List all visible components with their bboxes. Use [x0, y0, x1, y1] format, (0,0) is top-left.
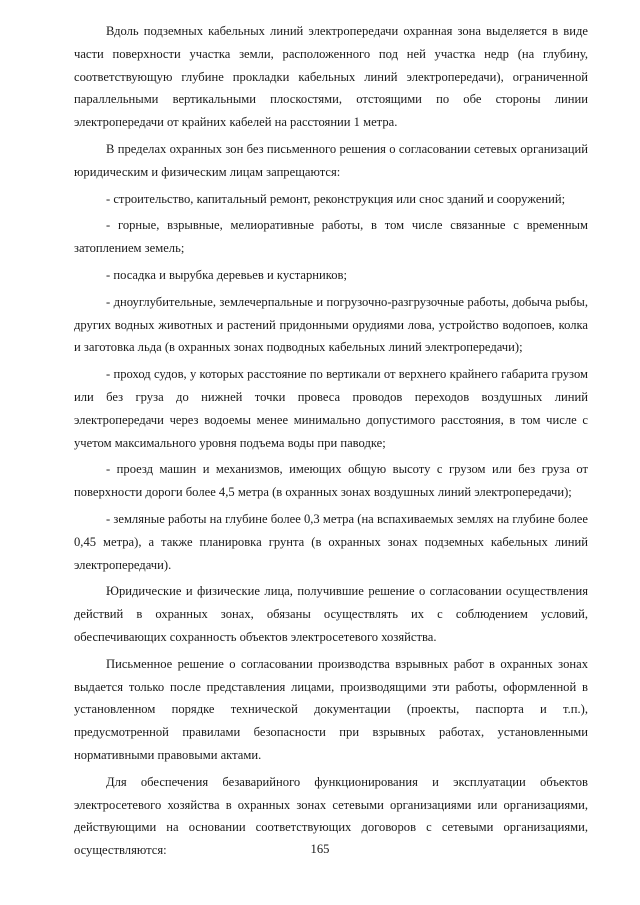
paragraph-prohibitions-intro: В пределах охранных зон без письменного решения о согласовании сетевых организаций юридическим и физическим лицам запрещаются: — [74, 141, 588, 179]
list-item-mining-works: - горные, взрывные, мелиоративные работы, в том числе связанные с временным затоплением земель; — [74, 218, 588, 256]
paragraph-permit-holders: Юридические и физические лица, получившие решение о согласовании осуществления действий в охранных зонах, обязаны осуществлять их с соблюдением условий, обеспечивающих сохранность объектов электросетевого хозяйства. — [74, 584, 588, 644]
page-number: 165 — [310, 842, 330, 856]
list-item-ship-passage: - проход судов, у которых расстояние по вертикали от верхнего крайнего габарита грузом или без груза до нижней точки провеса проводов переходов воздушных линий электропередачи через водоемы менее минимально допустимого расстояния, в том числе с учетом максимального уровня подъема воды при паводке; — [74, 367, 588, 450]
list-item-construction: - строительство, капитальный ремонт, реконструкция или снос зданий и сооружений; — [106, 191, 566, 206]
list-item-earthworks: - земляные работы на глубине более 0,3 метра (на вспахиваемых землях на глубине более 0,45 метра), а также планировка грунта (в охранных зонах подземных кабельных линий электропередачи). — [74, 511, 588, 572]
list-item-dredging: - дноуглубительные, землечерпальные и погрузочно-разгрузочные работы, добыча рыбы, других водных животных и растений придонными орудиями лова, устройство водопоев, колка и заготовка льда (в охранных зонах подводных кабельных линий электропередачи); — [74, 294, 588, 355]
paragraph-underground-cable-zone: Вдоль подземных кабельных линий электропередачи охранная зона выделяется в виде части поверхности участка земли, расположенного под ней участка недр (на глубину, соответствующую глубине прокладки кабельных линий электропередачи), ограниченной параллельными вертикальными плоскостями, отстоящими по обе стороны линии электропередачи от крайних кабелей на расстоянии 1 метра. — [74, 24, 588, 130]
list-item-vehicle-passage: - проезд машин и механизмов, имеющих общую высоту с грузом или без груза от поверхности дороги более 4,5 метра (в охранных зонах воздушных линий электропередачи); — [74, 462, 588, 500]
paragraph-blasting-permit: Письменное решение о согласовании производства взрывных работ в охранных зонах выдается только после представления лицами, производящими эти работы, оформленной в установленном порядке технической документации (проекты, паспорта и т.п.), предусмотренной правилами безопасности при взрывных работах, установленными нормативными правовыми актами. — [74, 656, 588, 762]
paragraph-maintenance-duties: Для обеспечения безаварийного функционирования и эксплуатации объектов электросетевого хозяйства в охранных зонах сетевыми организациями или организациями, действующими на основании соответствующих договоров с сетевыми организациями, осуществляются: — [74, 774, 588, 858]
list-item-planting: - посадка и вырубка деревьев и кустарников; — [106, 267, 347, 282]
